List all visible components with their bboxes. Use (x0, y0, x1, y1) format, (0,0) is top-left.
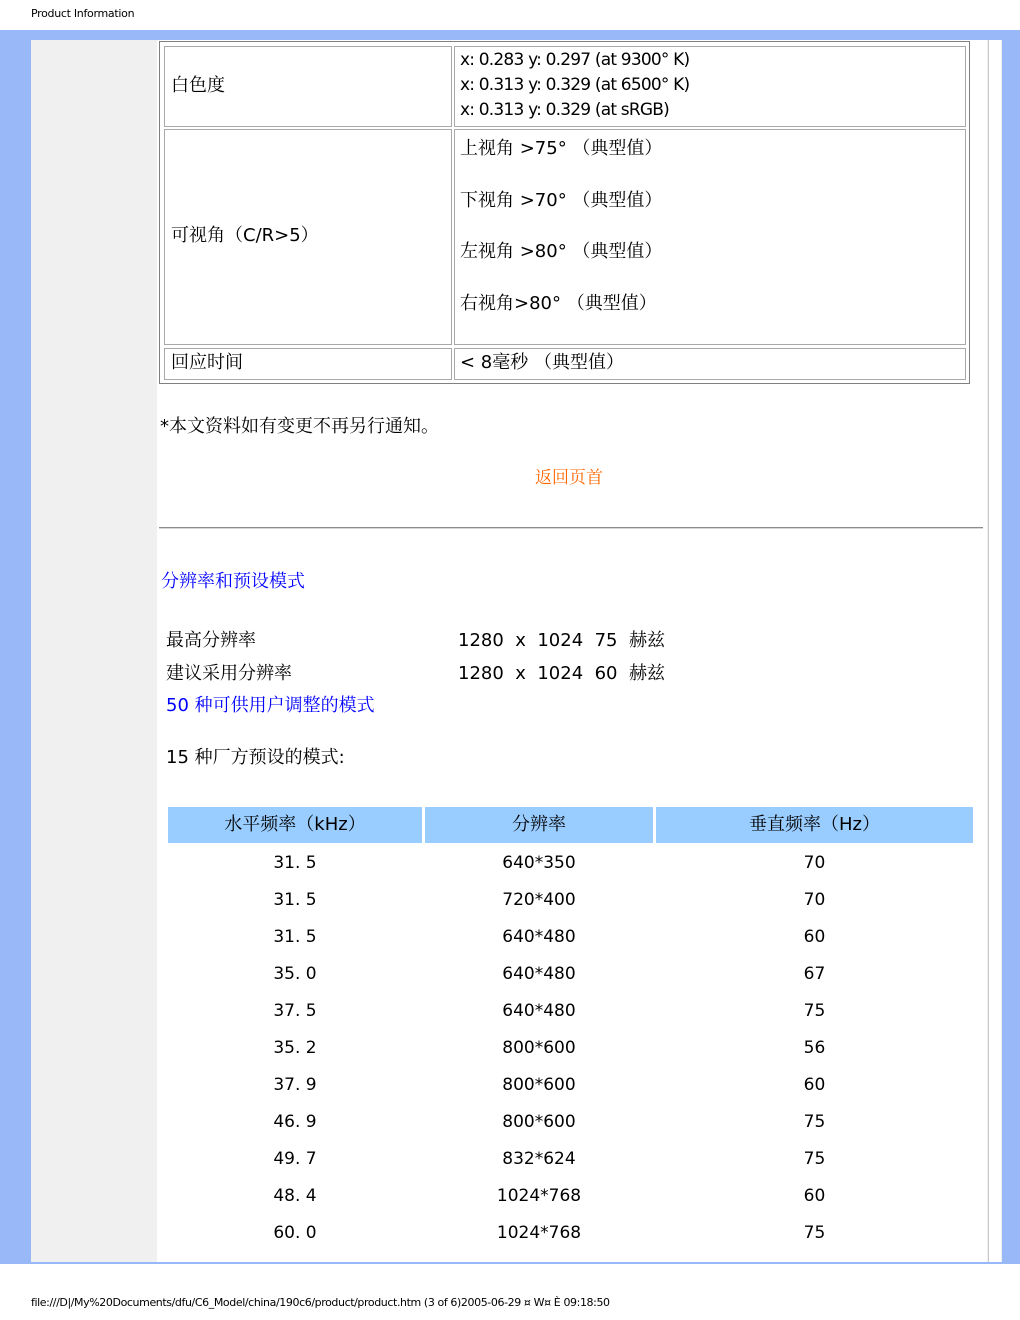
table-row (168, 923, 974, 960)
cell-horizontal-frequency: 46. 9 (273, 1112, 317, 1132)
max-resolution-value: 1280 x 1024 75 赫兹 (458, 630, 665, 651)
viewing-angle-line: 左视角 >80° （典型值） (460, 241, 663, 262)
table-row (168, 1182, 974, 1219)
cell-horizontal-frequency: 37. 5 (273, 1001, 317, 1021)
viewing-angle-line: 上视角 >75° （典型值） (460, 138, 663, 159)
section-divider (159, 527, 983, 529)
back-to-top-link[interactable]: 返回页首 (535, 468, 603, 488)
table-row (168, 1145, 974, 1182)
cell-horizontal-frequency: 48. 4 (273, 1186, 317, 1206)
cell-vertical-frequency: 75 (803, 1001, 826, 1021)
user-modes-link[interactable]: 50 种可供用户调整的模式 (166, 695, 375, 716)
cell-horizontal-frequency: 60. 0 (273, 1223, 317, 1243)
recommended-resolution-value: 1280 x 1024 60 赫兹 (458, 663, 665, 684)
cell-vertical-frequency: 60 (803, 1186, 826, 1206)
cell-horizontal-frequency: 31. 5 (273, 927, 317, 947)
table-row (168, 886, 974, 923)
max-resolution-label: 最高分辨率 (166, 630, 256, 651)
header-horizontal-frequency: 水平频率（kHz） (168, 807, 422, 843)
cell-resolution: 1024*768 (496, 1186, 582, 1206)
cell-resolution: 800*600 (502, 1038, 576, 1058)
white-point-line: x: 0.283 y: 0.297 (at 9300° K) (460, 50, 690, 70)
cell-resolution: 640*480 (502, 1001, 576, 1021)
table-row (168, 1219, 974, 1256)
white-point-line: x: 0.313 y: 0.329 (at 6500° K) (460, 75, 690, 95)
viewing-angle-line: 下视角 >70° （典型值） (460, 190, 663, 211)
cell-vertical-frequency: 67 (803, 964, 826, 984)
table-row (168, 1108, 974, 1145)
recommended-resolution-label: 建议采用分辨率 (166, 663, 292, 684)
white-point-line: x: 0.313 y: 0.329 (at sRGB) (460, 100, 669, 120)
cell-resolution: 1024*768 (496, 1223, 582, 1243)
cell-resolution: 800*600 (502, 1112, 576, 1132)
section-title: 分辨率和预设模式 (161, 571, 305, 592)
cell-vertical-frequency: 75 (803, 1149, 826, 1169)
left-column (31, 40, 155, 1264)
cell-horizontal-frequency: 37. 9 (273, 1075, 317, 1095)
cell-resolution: 800*600 (502, 1075, 576, 1095)
table-row (168, 1071, 974, 1108)
cell-horizontal-frequency: 49. 7 (273, 1149, 317, 1169)
spec-table (159, 41, 970, 384)
header-resolution: 分辨率 (425, 807, 653, 843)
cell-resolution: 640*480 (502, 964, 576, 984)
cell-resolution: 640*350 (502, 853, 576, 873)
cell-vertical-frequency: 70 (803, 853, 826, 873)
right-scroll-strip (988, 40, 1001, 1264)
viewing-angle-values (454, 129, 966, 345)
cell-vertical-frequency: 75 (803, 1223, 826, 1243)
cell-vertical-frequency: 75 (803, 1112, 826, 1132)
viewing-angle-line: 右视角>80° （典型值） (460, 293, 657, 314)
header-vertical-frequency: 垂直频率（Hz） (656, 807, 973, 843)
factory-modes-label: 15 种厂方预设的模式: (166, 747, 345, 768)
table-row (168, 849, 974, 886)
cell-vertical-frequency: 70 (803, 890, 826, 910)
page-footer: file:///D|/My%20Documents/dfu/C6_Model/china/190c6/product/product.htm (3 of 6)2005-06-29 ¤ W¤ È 09:18:50 (31, 1296, 610, 1309)
table-row (168, 960, 974, 997)
cell-vertical-frequency: 60 (803, 1075, 826, 1095)
cell-vertical-frequency: 56 (803, 1038, 826, 1058)
viewing-angle-label: 可视角（C/R>5） (164, 129, 452, 345)
response-time-label: 回应时间 (164, 348, 452, 380)
cell-horizontal-frequency: 35. 2 (273, 1038, 317, 1058)
page-header: Product Information (31, 7, 135, 20)
disclaimer-note: *本文资料如有变更不再另行通知。 (160, 416, 439, 437)
table-row (168, 997, 974, 1034)
cell-resolution: 640*480 (502, 927, 576, 947)
cell-horizontal-frequency: 35. 0 (273, 964, 317, 984)
white-point-label: 白色度 (164, 46, 452, 127)
cell-horizontal-frequency: 31. 5 (273, 890, 317, 910)
response-time-value: < 8毫秒 （典型值） (454, 348, 966, 380)
cell-resolution: 832*624 (502, 1149, 576, 1169)
bottom-rule (31, 1262, 1002, 1264)
cell-vertical-frequency: 60 (803, 927, 826, 947)
white-point-values (454, 46, 966, 127)
table-row (168, 1034, 974, 1071)
cell-resolution: 720*400 (502, 890, 576, 910)
cell-horizontal-frequency: 31. 5 (273, 853, 317, 873)
